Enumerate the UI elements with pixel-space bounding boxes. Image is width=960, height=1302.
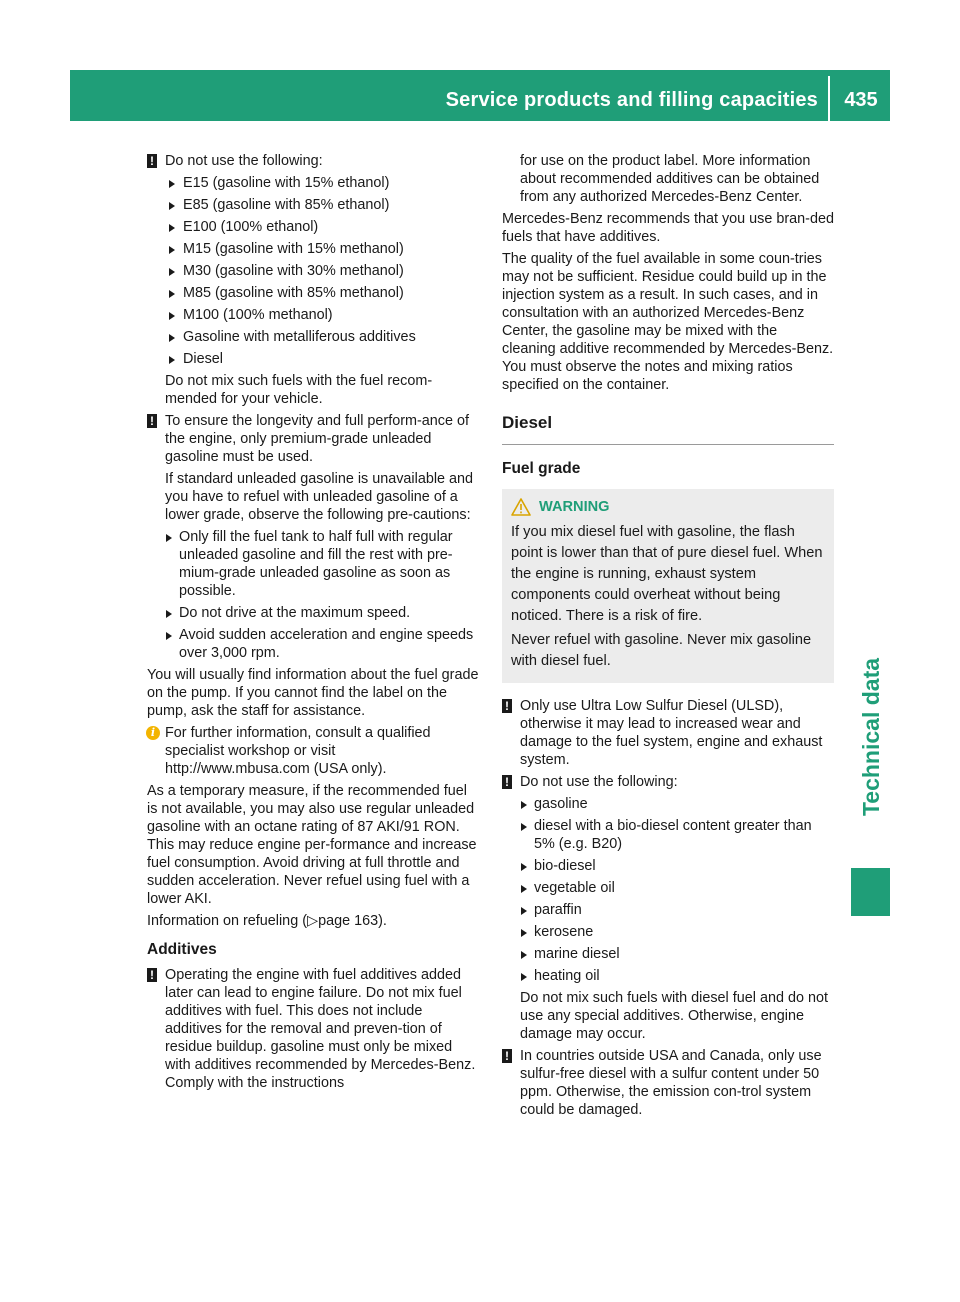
paragraph: Mercedes-Benz recommends that you use bran-ded fuels that have additives. [502,211,834,245]
info-icon: i [146,726,160,740]
exclamation-icon: ! [502,1049,512,1063]
bullet-list [165,174,480,368]
paragraph: You will usually find information about the fuel grade on the pump. If you cannot find the label on the pump, ask the staff for assistance. [147,667,479,719]
right-column [502,152,834,1123]
page-number: 435 [844,89,878,111]
paragraph-refueling: Information on refueling (▷page 163). [147,913,387,929]
subsection-heading-fuel-grade: Fuel grade [502,460,581,477]
list-item: diesel with a bio-diesel content greater than 5% (e.g. B20) [520,817,834,853]
list-item: Only fill the fuel tank to half full with regular unleaded gasoline and fill the rest with pre-mium-grade unleaded gasoline as soon as possible. [165,528,480,600]
section-heading-diesel: Diesel [502,412,834,445]
header-divider [828,76,830,121]
list-item: E85 (gasoline with 85% ethanol) [165,196,480,214]
list-item: marine diesel [520,945,834,963]
exclamation-icon: ! [147,414,157,428]
paragraph: As a temporary measure, if the recommended fuel is not available, you may also use regular unleaded gasoline with an octane rating of 87 AKI/91 RON. This may reduce engine per-formance and increase fuel consumption. Avoid driving at full throttle and sudden acceleration. Never refuel using fuel with a lower AKI. [147,783,477,907]
exclamation-icon: ! [147,968,157,982]
list-item: Gasoline with metalliferous additives [165,328,480,346]
warning-triangle-icon [511,498,531,516]
note-fuel-additives [147,966,480,1092]
note-text: Only use Ultra Low Sulfur Diesel (ULSD), otherwise it may lead to increased wear and damage to the fuel system, engine and exhaust system. [520,698,823,768]
note-do-not-use-gasoline [147,152,480,408]
note-text: Do not mix such fuels with the fuel recom-mended for your vehicle. [165,373,433,407]
note-text-continued: for use on the product label. More information about recommended additives can be obtained from any authorized Mercedes-Benz Center. [520,153,820,205]
list-item: kerosene [520,923,834,941]
list-item: M30 (gasoline with 30% methanol) [165,262,480,280]
exclamation-icon: ! [502,699,512,713]
left-column [147,152,480,1096]
warning-title: WARNING [511,497,826,518]
note-text: Do not use the following: [165,153,323,169]
bullet-list [165,528,480,662]
note-premium-grade [147,412,480,662]
note-text: If standard unleaded gasoline is unavailable and you have to refuel with unleaded gasoline of a lower grade, observe the following pre-cautions: [165,471,474,523]
exclamation-icon: ! [147,154,157,168]
list-item: gasoline [520,795,834,813]
note-text: To ensure the longevity and full perform-ance of the engine, only premium-grade unleaded gasoline must be used. [165,413,469,465]
page-ref-arrow-icon: ▷ [306,913,319,929]
list-item: Avoid sudden acceleration and engine speeds over 3,000 rpm. [165,626,480,662]
paragraph: The quality of the fuel available in some coun-tries may not be sufficient. Residue could build up in the injection system as a result. In such cases, and in consultation with an authorized Mercedes-Benz Center, the gasoline may be mixed with the cleaning additive recommended by Mercedes-Benz. You must observe the notes and mixing ratios specified on the container. [502,251,834,393]
note-text: Do not mix such fuels with diesel fuel and do not use any special additives. Otherwise, engine damage may occur. [520,990,828,1042]
list-item: heating oil [520,967,834,985]
side-tab [851,627,890,847]
page-header [70,70,890,121]
note-text: Operating the engine with fuel additives added later can lead to engine failure. Do not mix fuel additives with fuel. This does not include additives for the removal and preven-tion of residue buildup. gasoline must only be mixed with additives recommended by Mercedes-Benz. Comply with the instructions [165,967,476,1091]
note-text: Do not use the following: [520,774,678,790]
list-item: M100 (100% methanol) [165,306,480,324]
note-text: For further information, consult a qualified specialist workshop or visit http://www.mbusa.com (USA only). [165,725,431,777]
warning-box [502,489,834,683]
warning-text: If you mix diesel fuel with gasoline, the flash point is lower than that of pure diesel fuel. When the engine is running, exhaust system components could overheat without being noticed. There is a risk of fire. [511,524,823,624]
bullet-list [520,795,834,985]
list-item: M15 (gasoline with 15% methanol) [165,240,480,258]
note-sulfur-free [502,1047,834,1119]
list-item: Do not drive at the maximum speed. [165,604,480,622]
warning-text: Never refuel with gasoline. Never mix gasoline with diesel fuel. [511,632,812,669]
note-text: In countries outside USA and Canada, only use sulfur-free diesel with a sulfur content under 50 ppm. Otherwise, the emission con-trol system could be damaged. [520,1048,822,1118]
exclamation-icon: ! [502,775,512,789]
list-item: M85 (gasoline with 85% methanol) [165,284,480,302]
list-item: bio-diesel [520,857,834,875]
side-tab-marker [851,868,890,916]
list-item: E100 (100% ethanol) [165,218,480,236]
info-note [147,724,480,778]
list-item: paraffin [520,901,834,919]
side-tab-label: Technical data [857,657,884,817]
note-do-not-use-diesel [502,773,834,1043]
header-title: Service products and filling capacities [445,89,818,111]
note-ulsd [502,697,834,769]
section-heading-additives: Additives [147,941,217,958]
list-item: E15 (gasoline with 15% ethanol) [165,174,480,192]
list-item: Diesel [165,350,480,368]
list-item: vegetable oil [520,879,834,897]
